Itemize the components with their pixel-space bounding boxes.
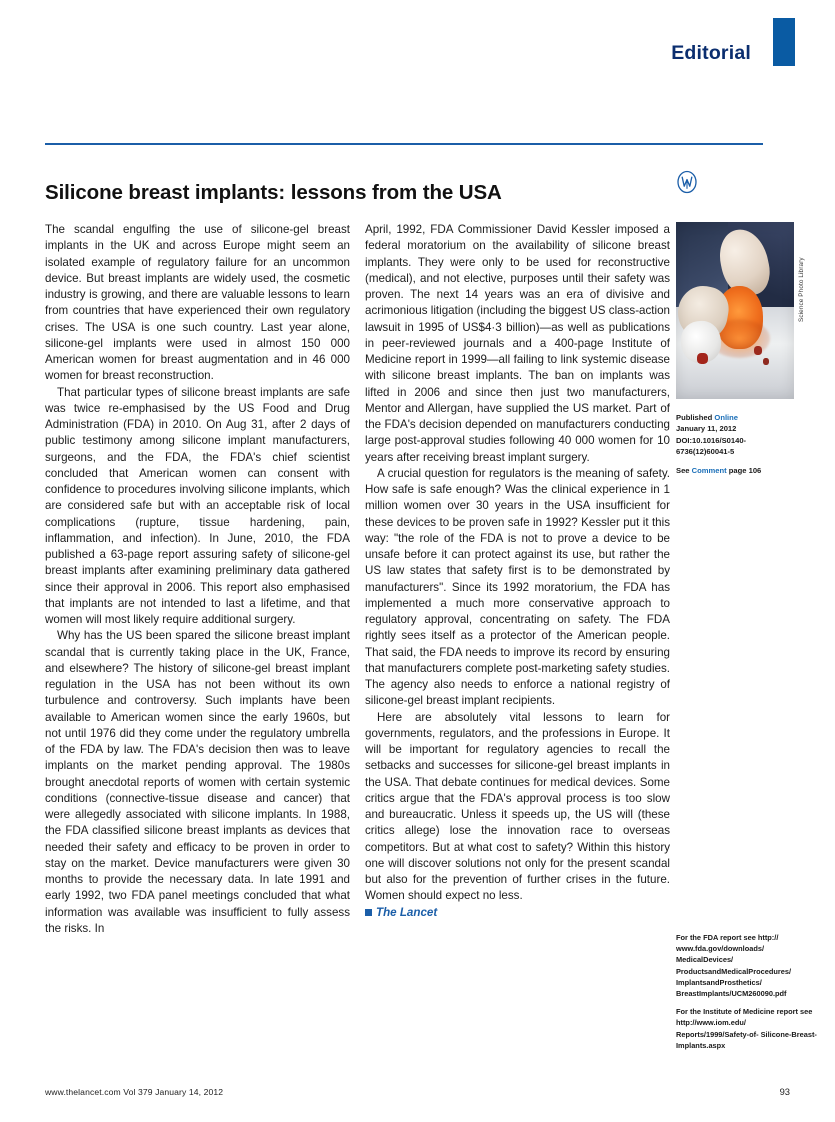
paragraph: The scandal engulfing the use of silicone-gel breast implants in the UK and across Europe might seem an isolated example of regulatory failure for an uncommon device. But breast implants are widely used, the cosmetic industry is growing, and there are valuable lessons to learn from countries that have experienced their own regulatory crises. The USA is one such country. Last year alone, silicone-gel implants were used in almost 150 000 American women for breast augmentation and in 46 000 women for breast reconstruction. <box>45 223 350 383</box>
paragraph: Why has the US been spared the silicone breast implant scandal that is currently taking place in the UK, France, and elsewhere? The history of silicone-gel breast implant regulation in the USA has not been without its own turbulence and controversy. Such implants have been available to American women since the early 1960s, but not until 1976 did they come under the regulatory umbrella of the FDA by law. The FDA's decision then was to leave implants on the market pending approval. The 1980s brought anecdotal reports of women with certain systemic conditions (connective-tissue disease and cancer) that were allegedly associated with silicone implants. In 1988, the FDA classified silicone breast implants as devices that needed their safety and efficacy to be proven in order to stay on the market. Device manufacturers were given 30 months to provide the necessary data. In late 1991 and early 1992, two FDA panel meetings concluded that what information was available was insufficient to fully assess the risks. In <box>45 629 350 935</box>
reference-notes <box>676 932 818 1051</box>
right-rail <box>676 222 823 399</box>
see-suffix: page 106 <box>726 465 762 475</box>
paragraph: April, 1992, FDA Commissioner David Kessler imposed a federal moratorium on the availability of silicone breast implants. They were only to be used for reconstructive (medical), and not elective, purposes until their safety was proven. The next 14 years was an era of divisive and acrimonious litigation (including the biggest US class-action lawsuit in 1995 of US$4·3 billion)—as well as publications in peer-reviewed journals and a 400-page Institute of Medicine report in 1999—all failing to link systemic disease with silicone breast implants. The ban on implants was lifted in 2006 and since then just two manufacturers, Mentor and Allergan, have supplied the US market. Part of the FDA's decision depended on manufacturers conducting large post-approval studies following 40 000 women for 10 years after receiving breast implant surgery. <box>365 223 670 464</box>
surgery-photo <box>676 222 794 399</box>
doi-line-1: DOI:10.1016/S0140- <box>676 435 747 445</box>
article-body-column-left <box>45 222 350 937</box>
see-comment-line <box>676 465 811 476</box>
comment-link[interactable]: Comment <box>691 465 727 475</box>
photo-vignette <box>676 222 794 399</box>
paragraph: Here are absolutely vital lessons to learn for governments, regulators, and the professions in Europe. It will be important for regulatory agencies to recall the setbacks and successes for silicone-gel breast implants in the USA. That debate continues for medical devices. Some critics argue that the FDA's approval process is too slow and bureaucratic. Unless it speeds up, the US will (these critics allege) lose the innovation race to overseas competitors. But at what cost to safety? Within this history one will discover solutions not only for the present scandal but also for the prevention of further crises in the future. Women should expect no less. <box>365 710 670 903</box>
page-number: 93 <box>779 1086 790 1097</box>
publication-info <box>676 412 811 476</box>
article-signature <box>365 905 670 921</box>
footer-citation: www.thelancet.com Vol 379 January 14, 2012 <box>45 1087 224 1097</box>
published-label: Published <box>676 413 715 422</box>
page-title: Silicone breast implants: lessons from the USA <box>45 180 502 204</box>
signature-square-icon <box>365 909 372 916</box>
photo-credit: Science Photo Library <box>798 257 805 322</box>
article-photo-wrap <box>676 222 805 399</box>
see-prefix: See <box>676 465 692 475</box>
iom-report-note[interactable]: For the Institute of Medicine report see http://www.iom.edu/ Reports/1999/Safety-of- Silicone-Breast-Implants.aspx <box>676 1007 817 1050</box>
section-label: Editorial <box>671 42 751 64</box>
doi-line-2: 6736(12)60041-5 <box>676 447 735 457</box>
crossmark-w-icon[interactable] <box>675 170 699 194</box>
fda-report-note[interactable]: For the FDA report see http:// www.fda.gov/downloads/ MedicalDevices/ ProductsandMedicalProcedures/ ImplantsandProsthetics/ BreastImplants/UCM260090.pdf <box>676 933 791 999</box>
publication-date: January 11, 2012 <box>676 424 737 434</box>
paragraph: That particular types of silicone breast implants are safe was twice re-emphasised by the US Food and Drug Administration (FDA) in 2010. On Aug 31, after 2 days of public testimony among silicone implant manufacturers, surgeons, and the FDA, the FDA's chief scientist concluded that American women can consent with confidence to procedures involving silicone implants, which are considered safe but with an acceptable risk of local complications (rupture, tissue hardening, pain, inflammation, and infection). In June, 2010, the FDA published a 63-page report assuring safety of silicone-gel breast implants after examining preliminary data gathered since their approval in 2006. This report also emphasised that implants are not intended to last a lifetime, and that women will most likely require additional surgery. <box>45 385 350 626</box>
title-divider-rule <box>45 143 763 145</box>
page-masthead <box>0 0 835 100</box>
article-body-column-right <box>365 222 670 1022</box>
signature-label: The Lancet <box>376 905 438 919</box>
paragraph: A crucial question for regulators is the meaning of safety. How safe is safe enough? Was the clinical experience in 1 million women over 30 years in the USA insufficient for these devices to be proven safe in 1992? Kessler put it this way: "the role of the FDA is not to prove a device to be unsafe before it can protect against its use, but rather the US law states that safety first is to be demonstrated by manufacturers". Since its 1992 moratorium, the FDA has implemented a much more conservative approach to regulatory approval, concentrating on safety. The FDA rightly sees itself as a protector of the American people. That said, the FDA needs to improve its record by ensuring that manufacturers complete post-marketing safety studies. The agency also needs to enforce a national registry of silicone-gel breast implant recipients. <box>365 466 670 708</box>
masthead-accent-bar <box>773 18 795 66</box>
page-footer <box>45 1086 790 1097</box>
published-online-line <box>676 412 811 423</box>
published-online-link[interactable]: Online <box>714 413 739 422</box>
